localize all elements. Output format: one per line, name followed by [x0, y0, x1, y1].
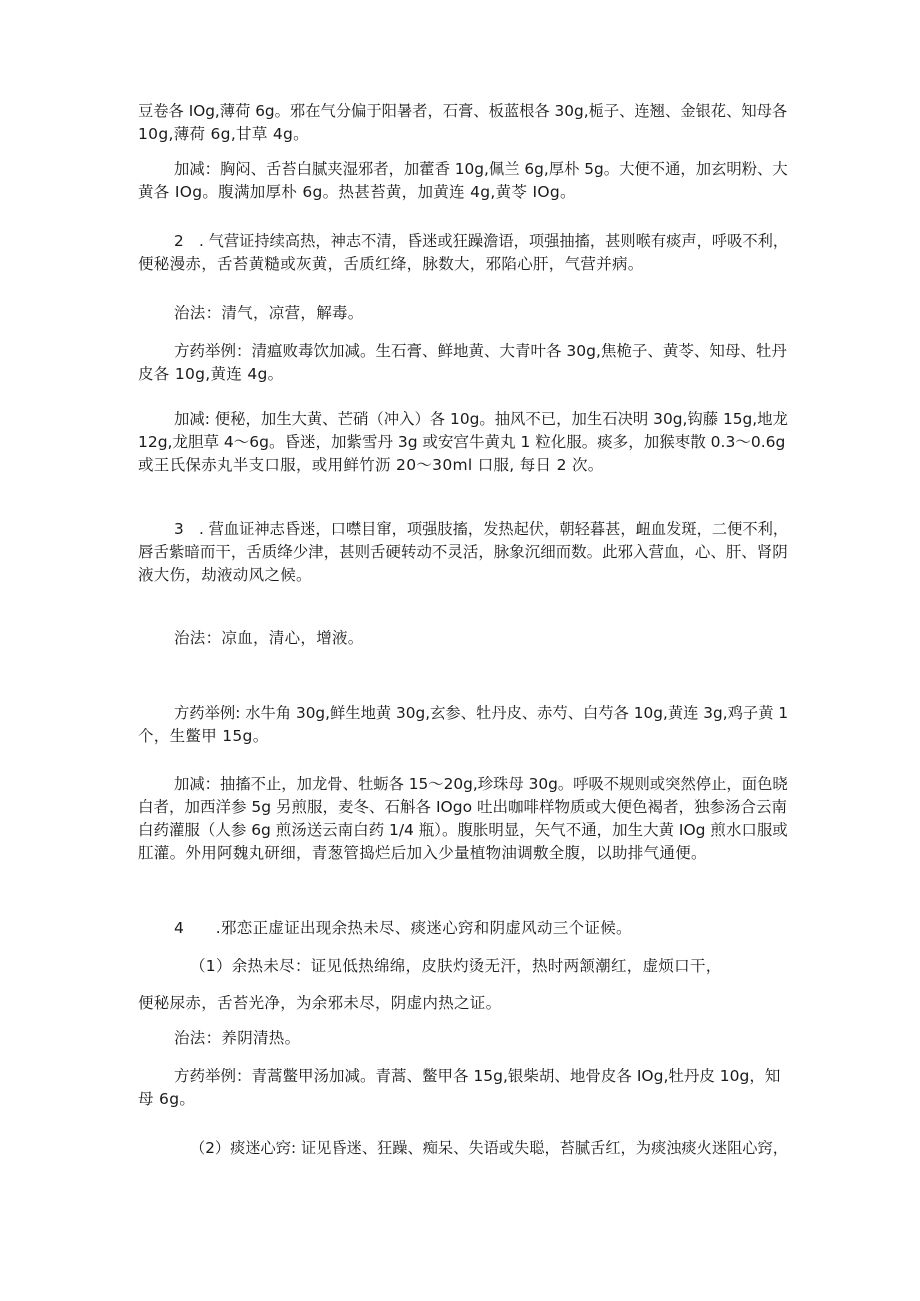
text-line: 治法：清气，凉营，解毒。: [174, 304, 364, 322]
text-line: 方药举例：清瘟败毒饮加减。生石膏、鲜地黄、大青叶各 30g,焦桅子、黄苓、知母、牡丹: [174, 342, 787, 360]
paragraph-prescription-3: [138, 1065, 788, 1111]
text-line: 治法：凉血，清心，增液。: [174, 629, 364, 647]
paragraph-modification-3: [138, 773, 788, 865]
paragraph-treatment-3: [138, 1027, 788, 1050]
paragraph-subsection-1: [138, 955, 788, 978]
text-line: 白者，加西洋参 5g 另煎服，麦冬、石斛各 IOgo 吐出咖啡样物质或大便色褐者，独参汤合云南: [138, 798, 788, 816]
text-line: 加减: 便秘，加生大黄、芒硝（冲入）各 10g。抽风不已，加生石决明 30g,钩藤 15g,地龙: [174, 410, 788, 428]
paragraph-modification-2: [138, 408, 788, 477]
text-line: 便秘尿赤，舌苔光净，为余邪未尽，阴虚内热之证。: [138, 994, 502, 1012]
text-line: 治法：养阴清热。: [174, 1029, 301, 1047]
text-line: 黄各 IOg。腹满加厚朴 6g。热甚苔黄，加黄连 4g,黄苓 IOg。: [138, 183, 576, 201]
text-line: 方药举例: 水牛角 30g,鲜生地黄 30g,玄参、牡丹皮、赤芍、白芍各 10g,黄连 3g,鸡子黄 1: [174, 704, 789, 722]
paragraph-treatment-2: [138, 627, 788, 650]
paragraph-modification-1: [138, 158, 788, 204]
paragraph-prescription-1: [138, 340, 788, 386]
text-line: 肛灌。外用阿魏丸研细，青葱管捣烂后加入少量植物油调敷全腹，以助排气通便。: [138, 844, 707, 862]
paragraph-section-3: [138, 518, 788, 587]
text-line: （2）痰迷心窍: 证见昏迷、狂躁、痴呆、失语或失聪，苔腻舌红，为痰浊痰火迷阻心窍，: [190, 1139, 788, 1157]
text-line: 个，生鳖甲 15g。: [138, 727, 269, 745]
paragraph-prescription-2: [138, 702, 788, 748]
text-line: 唇舌紫暗而干，舌质绛少津，甚则舌硬转动不灵活，脉象沉细而数。此邪入营血，心、肝、肾阴: [138, 543, 788, 561]
text-line: （1）余热未尽：证见低热绵绵，皮肤灼烫无汗，热时两颔潮红，虚烦口干，: [190, 957, 722, 975]
paragraph-section-2: [138, 230, 788, 276]
text-line: 3 . 营血证神志昏迷，口噤目窜，项强肢搐，发热起伏，朝轻暮甚，衄血发斑，二便不利，: [174, 520, 789, 538]
text-line: 方药举例：青蒿鳖甲汤加减。青蒿、鳖甲各 15g,银柴胡、地骨皮各 IOg,牡丹皮 10g，知: [174, 1067, 781, 1085]
text-line: 白药灌服（人参 6g 煎汤送云南白药 1/4 瓶）。腹胀明显，矢气不通，加生大黄 IOg 煎水口服或: [138, 821, 788, 839]
text-line: 2 . 气营证持续高热，神志不清，昏迷或狂躁澹语，项强抽搐，甚则喉有痰声，呼吸不利，: [174, 232, 789, 250]
text-line: 皮各 10g,黄连 4g。: [138, 365, 284, 383]
text-line: 母 6g。: [138, 1090, 196, 1108]
paragraph-treatment-1: [138, 302, 788, 325]
text-line: 便秘漫赤，舌苔黄糙或灰黄，舌质红绛，脉数大，邪陷心肝，气营并病。: [138, 255, 644, 273]
text-line: 或王氏保赤丸半支口服，或用鲜竹沥 20～30ml 口服, 每日 2 次。: [138, 456, 604, 474]
text-line: 12g,龙胆草 4～6g。昏迷，加紫雪丹 3g 或安宫牛黄丸 1 粒化服。痰多，加猴枣散 0.3～0.6g: [138, 433, 786, 451]
paragraph-subsection-1-continued: [138, 992, 788, 1015]
text-line: 加减：抽搐不止，加龙骨、牡蛎各 15～20g,珍珠母 30g。呼吸不规则或突然停止，面色晓: [174, 775, 788, 793]
text-line: 豆卷各 IOg,薄荷 6g。邪在气分偏于阳暑者，石膏、板蓝根各 30g,栀子、连翘、金银花、知母各: [138, 102, 788, 120]
paragraph-dosage-continued: [138, 100, 788, 146]
paragraph-section-4: [138, 917, 788, 940]
text-line: 4 .邪恋正虚证出现余热未尽、痰迷心窍和阴虚风动三个证候。: [174, 919, 632, 937]
text-line: 10g,薄荷 6g,甘草 4g。: [138, 125, 309, 143]
text-line: 加减：胸闷、舌苔白腻夹湿邪者，加藿香 10g,佩兰 6g,厚朴 5g。大便不通，加玄明粉、大: [174, 160, 788, 178]
paragraph-subsection-2: [138, 1137, 788, 1160]
text-line: 液大伤，劫液动风之候。: [138, 566, 312, 584]
